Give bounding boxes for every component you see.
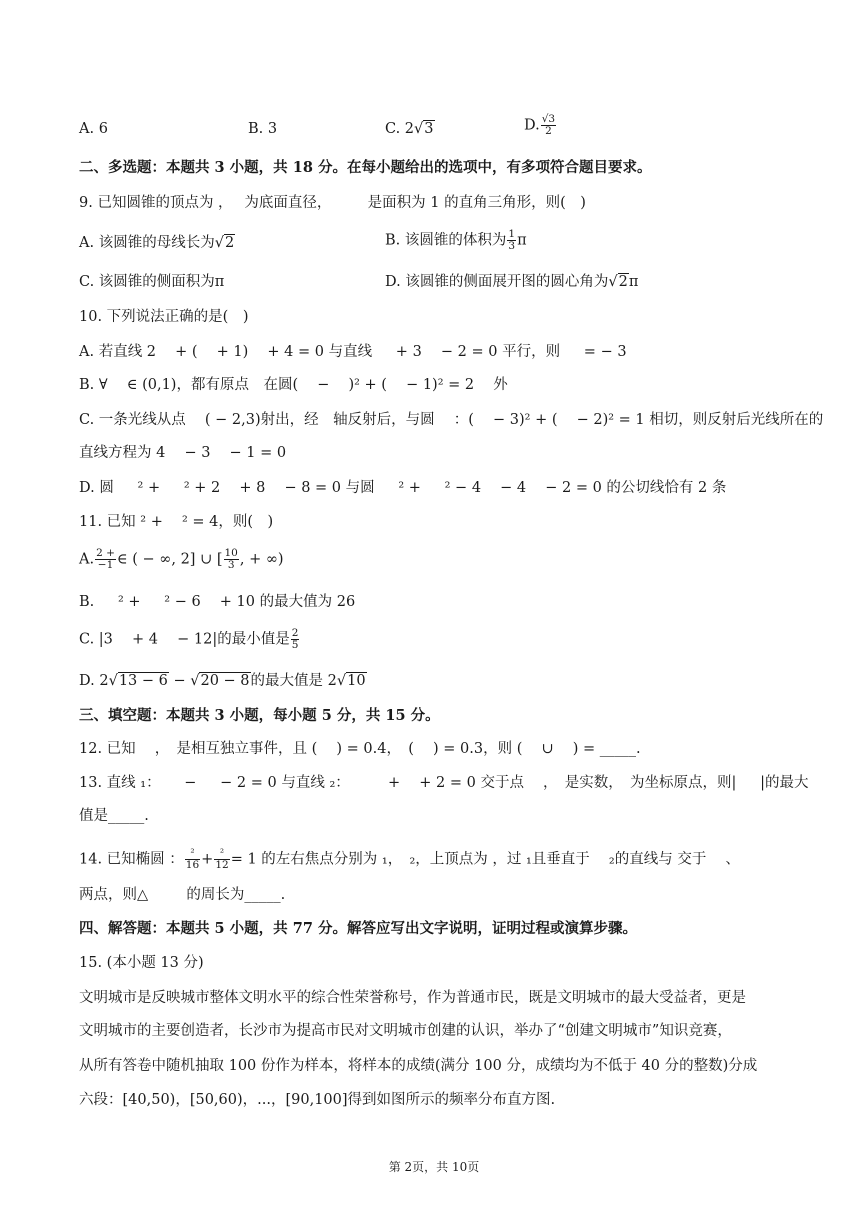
q15-paragraph-line3: 从所有答卷中随机抽取 100 份作为样本，将样本的成绩(满分 100 分，成绩均为不低于 40 分的整数)分成	[79, 1058, 758, 1074]
q8-option-c-prefix: C. 2	[385, 121, 415, 137]
q11-option-d-suffix: 的最大值是 2	[250, 673, 337, 689]
q9-option-d-prefix: D. 该圆锥的侧面展开图的圆心角为	[385, 274, 609, 290]
section4-heading: 四、解答题：本题共 5 小题，共 77 分。解答应写出文字说明，证明过程或演算步骤。	[79, 920, 637, 937]
q14-numerator2: ²	[214, 848, 229, 860]
section3-heading: 三、填空题：本题共 3 小题，每小题 5 分，共 15 分。	[79, 707, 440, 724]
q14-line2: 两点，则△ 的周长为_____.	[79, 887, 286, 903]
q11-option-a-denominator2: 3	[227, 559, 235, 571]
q11-option-a	[79, 548, 284, 571]
q9-stem: 9. 已知圆锥的顶点为 ， 为底面直径， 是面积为 1 的直角三角形，则( )	[79, 195, 586, 211]
q14-numerator1: ²	[185, 848, 200, 860]
q15-title: 15. (本小题 13 分)	[79, 955, 204, 971]
q9-option-b	[385, 229, 527, 252]
q10-option-c-line1: C. 一条光线从点 ( − 2,3)射出，经 轴反射后，与圆 ：( − 3)² + ( − 2)² = 1 相切，则反射后光线所在的	[79, 412, 824, 428]
section2-heading: 二、多选题：本题共 3 小题，共 18 分。在每小题给出的选项中，有多项符合题目要求。	[79, 159, 652, 176]
q10-option-c-line2: 直线方程为 4 − 3 − 1 = 0	[79, 445, 287, 461]
q14-plus: +	[201, 851, 214, 868]
q8-option-d-denominator: 2	[545, 125, 552, 137]
q15-paragraph-line2: 文明城市的主要创造者，长沙市为提高市民对文明城市创建的认识，举办了“创建文明城市”知识竞赛，	[79, 1023, 732, 1039]
q9-option-a-radicand: 2	[224, 235, 235, 251]
q14-denominator1: 16	[185, 859, 200, 871]
q11-option-d-radicand2: 20 − 8	[200, 673, 250, 689]
q8-option-b: B. 3	[248, 121, 278, 137]
q8-option-c-radicand: 3	[424, 121, 434, 137]
q8-option-d-prefix: D.	[524, 117, 540, 134]
q11-option-d-mid: −	[168, 673, 191, 689]
q10-option-a: A. 若直线 2 + ( + 1) + 4 = 0 与直线 + 3 − 2 = 0 平行，则 = − 3	[79, 344, 627, 360]
q11-option-a-prefix: A.	[79, 551, 95, 568]
q11-option-a-numerator2: 10	[224, 547, 238, 559]
q11-option-c-denominator: 5	[291, 639, 299, 651]
q9-option-a: A. 该圆锥的母线长为√2	[79, 235, 235, 251]
q11-option-a-numerator: 2 +	[96, 547, 115, 559]
q14-line1	[79, 848, 740, 871]
page-footer: 第 2页，共 10页	[388, 1160, 480, 1174]
q8-option-c: C. 2√3	[385, 121, 434, 137]
q8-option-d-numerator: √3	[541, 113, 556, 125]
q9-option-b-denominator: 3	[508, 240, 516, 252]
q11-option-a-mid: ∈ ( − ∞, 2] ∪ [	[116, 551, 223, 568]
q10-option-b: B. ∀ ∈ (0,1)，都有原点 在圆( − )² + ( − 1)² = 2 外	[79, 377, 508, 393]
q14-suffix: = 1 的左右焦点分别为 ₁， ₂，上顶点为 ，过 ₁且垂直于 ₂的直线与 交于 、	[230, 851, 740, 868]
q8-option-a: A. 6	[79, 121, 108, 137]
q11-option-d-radicand1: 13 − 6	[118, 673, 168, 689]
q11-option-c-numerator: 2	[291, 627, 299, 639]
q9-option-b-numerator: 1	[508, 228, 516, 240]
q9-option-d: D. 该圆锥的侧面展开图的圆心角为√2π	[385, 274, 639, 290]
q9-option-b-suffix: π	[517, 232, 527, 249]
q9-option-c: C. 该圆锥的侧面积为π	[79, 274, 225, 290]
q11-option-d-radicand3: 10	[347, 673, 366, 689]
q11-option-d-prefix: D. 2	[79, 673, 109, 689]
q11-option-c	[79, 628, 300, 651]
q11-option-d: D. 2√13 − 6 − √20 − 8的最大值是 2√10	[79, 673, 366, 689]
q9-option-d-radicand: 2	[618, 274, 628, 290]
q14-denominator2: 12	[215, 859, 229, 871]
q11-option-b: B. ² + ² − 6 + 10 的最大值为 26	[79, 594, 356, 610]
q13-line2: 值是_____.	[79, 808, 149, 824]
q15-paragraph-line4: 六段：[40,50)，[50,60)，...，[90,100]得到如图所示的频率分布直方图.	[79, 1092, 556, 1108]
q11-option-a-suffix: , + ∞)	[239, 551, 284, 568]
q9-option-b-prefix: B. 该圆锥的体积为	[385, 232, 507, 249]
q12-text: 12. 已知 ， 是相互独立事件，且 ( ) = 0.4， ( ) = 0.3，则 ( ∪ ) = _____.	[79, 741, 641, 757]
q11-option-a-denominator: −1	[97, 559, 114, 571]
q11-stem: 11. 已知 ² + ² = 4，则( )	[79, 514, 274, 530]
q11-option-c-prefix: C. |3 + 4 − 12|的最小值是	[79, 631, 290, 648]
q9-option-a-prefix: A. 该圆锥的母线长为	[79, 235, 215, 251]
q10-stem: 10. 下列说法正确的是( )	[79, 309, 249, 325]
q13-line1: 13. 直线 ₁： − − 2 = 0 与直线 ₂： + + 2 = 0 交于点 ， 是实数， 为坐标原点，则| |的最大	[79, 775, 809, 791]
q8-option-d	[524, 114, 557, 137]
q14-prefix: 14. 已知椭圆 ：	[79, 851, 184, 868]
q9-option-d-suffix: π	[628, 274, 639, 290]
q15-paragraph-line1: 文明城市是反映城市整体文明水平的综合性荣誉称号，作为普通市民，既是文明城市的最大受益者，更是	[79, 990, 746, 1006]
q10-option-d: D. 圆 ² + ² + 2 + 8 − 8 = 0 与圆 ² + ² − 4 − 4 − 2 = 0 的公切线恰有 2 条	[79, 480, 727, 496]
